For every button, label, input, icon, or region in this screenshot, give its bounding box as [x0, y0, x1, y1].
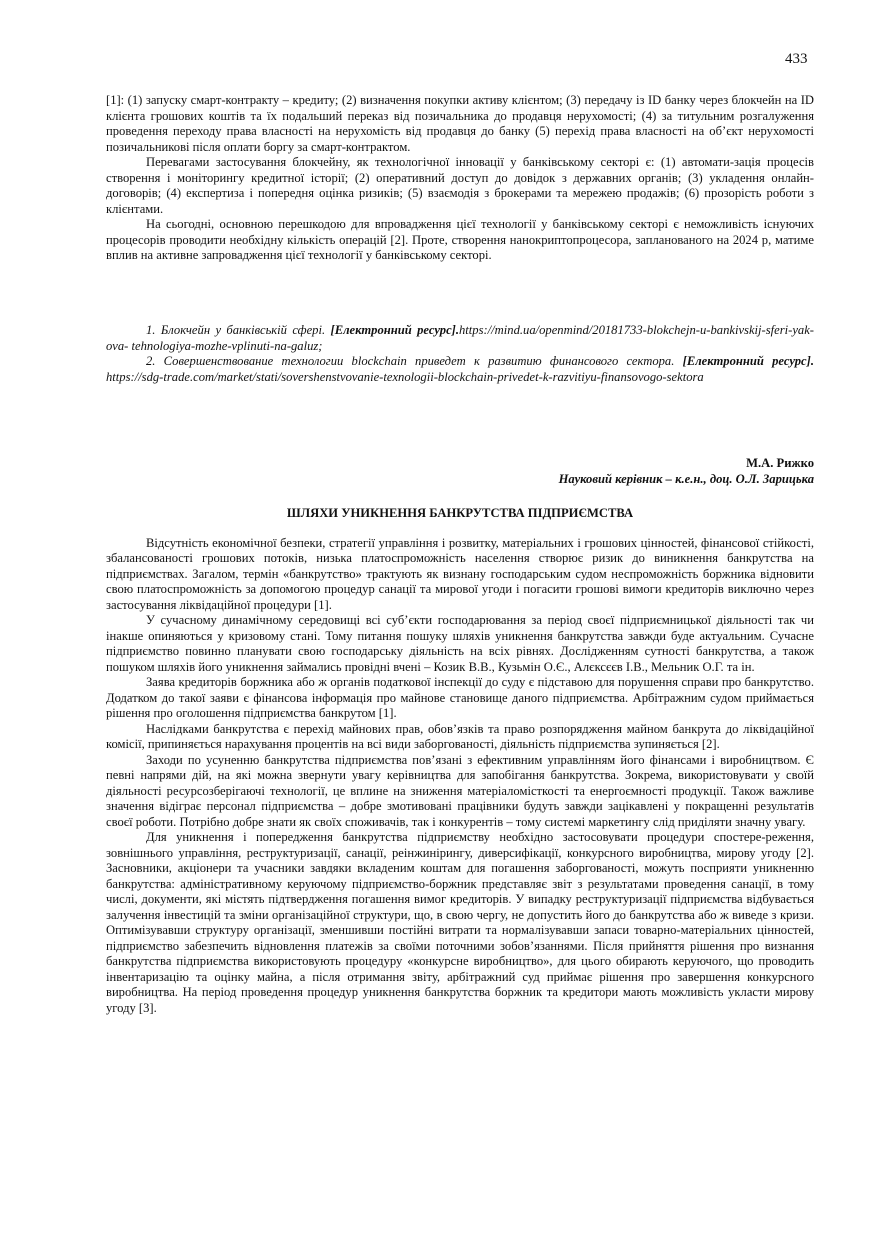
author-name: М.А. Рижко	[746, 456, 814, 470]
paragraph: Заява кредиторів боржника або ж органів податкової інспекції до суду є підставою для порушення справи про банкрутство. Додатком до такої заяви є фінансова інформація про майнове становище даного підприємства. Арбітражним судом приймається рішення про оголошення підприємства банкрутом [1].	[106, 675, 814, 720]
page-number: 433	[785, 51, 808, 67]
paragraph: Перевагами застосування блокчейну, як технологічної інновації у банківському секторі є: (1) автомати-зація процесів створення і моніторингу кредитної історії; (2) оперативний доступ до довідок з державних органів; (3) укладення онлайн-договорів; (4) експертиза і попередня оцінка ризиків; (5) взаємодія з брокерами та мережею продажів; (6) прозорість роботи з клієнтами.	[106, 155, 814, 216]
paragraph: Відсутність економічної безпеки, стратегії управління і розвитку, матеріальних і грошових цінностей, фінансової стійкості, збалансованості грошових потоків, низька платоспроможність населення створює ризик до виникнення банкрутства на підприємствах. Загалом, термін «банкрутство» трактують як визнану господарським судом неспроможність боржника відновити свою платоспроможність за допомогою процедур санації та мирової угоди і погасити грошові вимоги кредиторів виключно через застосування ліквідаційної процедури [1].	[106, 535, 814, 612]
author-block	[106, 456, 814, 487]
author-section	[106, 434, 814, 1016]
paragraph: Для уникнення і попередження банкрутства підприємству необхідно застосовувати процедури спостере-реження, зовнішнього управління, реструктуризації, санації, реінжинірингу, диверсифікації, конкурсного виробництва, мирову угоду [2]. Засновники, акціонери та учасники завдяки вкладеним коштам для погашення заборгованості, можуть посприяти уникненню банкрутства: адміністративному керуючому підприємство-боржник представляє звіт з результатами проведення санації, в тому числі, документи, які містять підтвердження погашення вимог кредиторів. У випадку реструктуризації підприємства відбувається залучення інвестицій та зміни організаційної структури, що, в свою чергу, не допустить його до банкрутства або ж виведе з кризи. Оптимізувавши структуру організації, зменшивши постійні витрати та нормалізувавши запаси товарно-матеріальних цінностей, підприємство забезпечить відновлення платежів за своїми поточними зобов’язаннями. Після прийняття рішення про визнання банкрутства підприємства використовують процедуру «конкурсне виробництво», для цього обирають керуючого, що проводить інвентаризацію та оцінку майна, а після отримання звіту, арбітражний суд приймає рішення про завершення конкурсного виробництва. На період проведення процедур уникнення банкрутства боржник та кредитори мають можливість укласти мирову угоду [3].	[106, 830, 814, 1015]
references	[106, 323, 814, 385]
paragraph: У сучасному динамічному середовищі всі суб’єкти господарювання за період своєї підприємницької діяльності так чи інакше опиняються у кризовому стані. Тому питання пошуку шляхів уникнення банкрутства завжди буде актуальним. Сучасне підприємство повинно планувати свою господарську діяльність на всіх рівнях. Дослідженням сутності банкрутства, а також пошуком шляхів його уникнення займались провідні вчені – Козик В.В., Кузьмін О.Є., Алєксєєв І.В., Мельник О.Г. та ін.	[106, 613, 814, 674]
paragraph: На сьогодні, основною перешкодою для впровадження цієї технології у банківському секторі є неможливість існуючих процесорів проводити необхідну кількість операцій [2]. Проте, створення нанокриптопроцесора, запланованого на 2024 р, матиме вплив на активне запровадження цієї технології у банківському секторі.	[106, 217, 814, 262]
paragraph: [1]: (1) запуску смарт-контракту – кредиту; (2) визначення покупки активу клієнтом; (3) передачу із ID банку через блокчейн на ID клієнта грошових коштів та їх подальший переказ від позичальника до продавця нерухомості; (4) за титульним розгалуження проведення переходу права власності на нерухомість від продавця до банку (5) перехід права власності на об’єкт нерухомості позичальникові після оплати боргу за смарт-контрактом.	[106, 93, 814, 154]
reference-item: 1. Блокчейн у банківській сфері. [Електронний ресурс].https://mind.ua/openmind/20181733-blokchejn-u-bankivskij-sferi-yak-ova- tehnologiya-mozhe-vplinuti-na-galuz;	[106, 323, 814, 353]
reference-item: 2. Совершенствование технологии blockchain приведет к развитию финансового сектора. [Електронний ресурс]. https://sdg-trade.com/market/stati/sovershenstvovanie-texnologii-blockchain-privedet-k-razvitiyu-finansovogo-sektora	[106, 354, 814, 384]
paragraph: Заходи по усуненню банкрутства підприємства пов’язані з ефективним управлінням його фінансами і виробництвом. Є певні напрями дій, на які можна звернути увагу керівництва для запобігання банкрутства. Зокрема, використовувати у своїй діяльності ресурсозберігаючі технології, це вплине на зниження матеріаломісткості та енергоємності продукції. Також важливе значення відіграє персонал підприємства – добре змотивовані працівники будуть завжди зацікавлені у покращенні результатів своєї роботи. Потрібно добре знати як своїх споживачів, так і конкурентів – тому системі маркетингу слід приділяти значну увагу.	[106, 752, 814, 829]
top-section	[106, 93, 814, 264]
supervisor-line: Науковий керівник – к.е.н., доц. О.Л. Зарицька	[558, 471, 814, 486]
paragraph: Наслідками банкрутства є перехід майнових прав, обов’язків та право розпорядження майном банкрута до ліквідаційної комісії, припиняється нарахування процентів на всі види заборгованості, діяльність підприємства зупиняється [2].	[106, 721, 814, 751]
article-title: ШЛЯХИ УНИКНЕННЯ БАНКРУТСТВА ПІДПРИЄМСТВА	[286, 506, 634, 520]
